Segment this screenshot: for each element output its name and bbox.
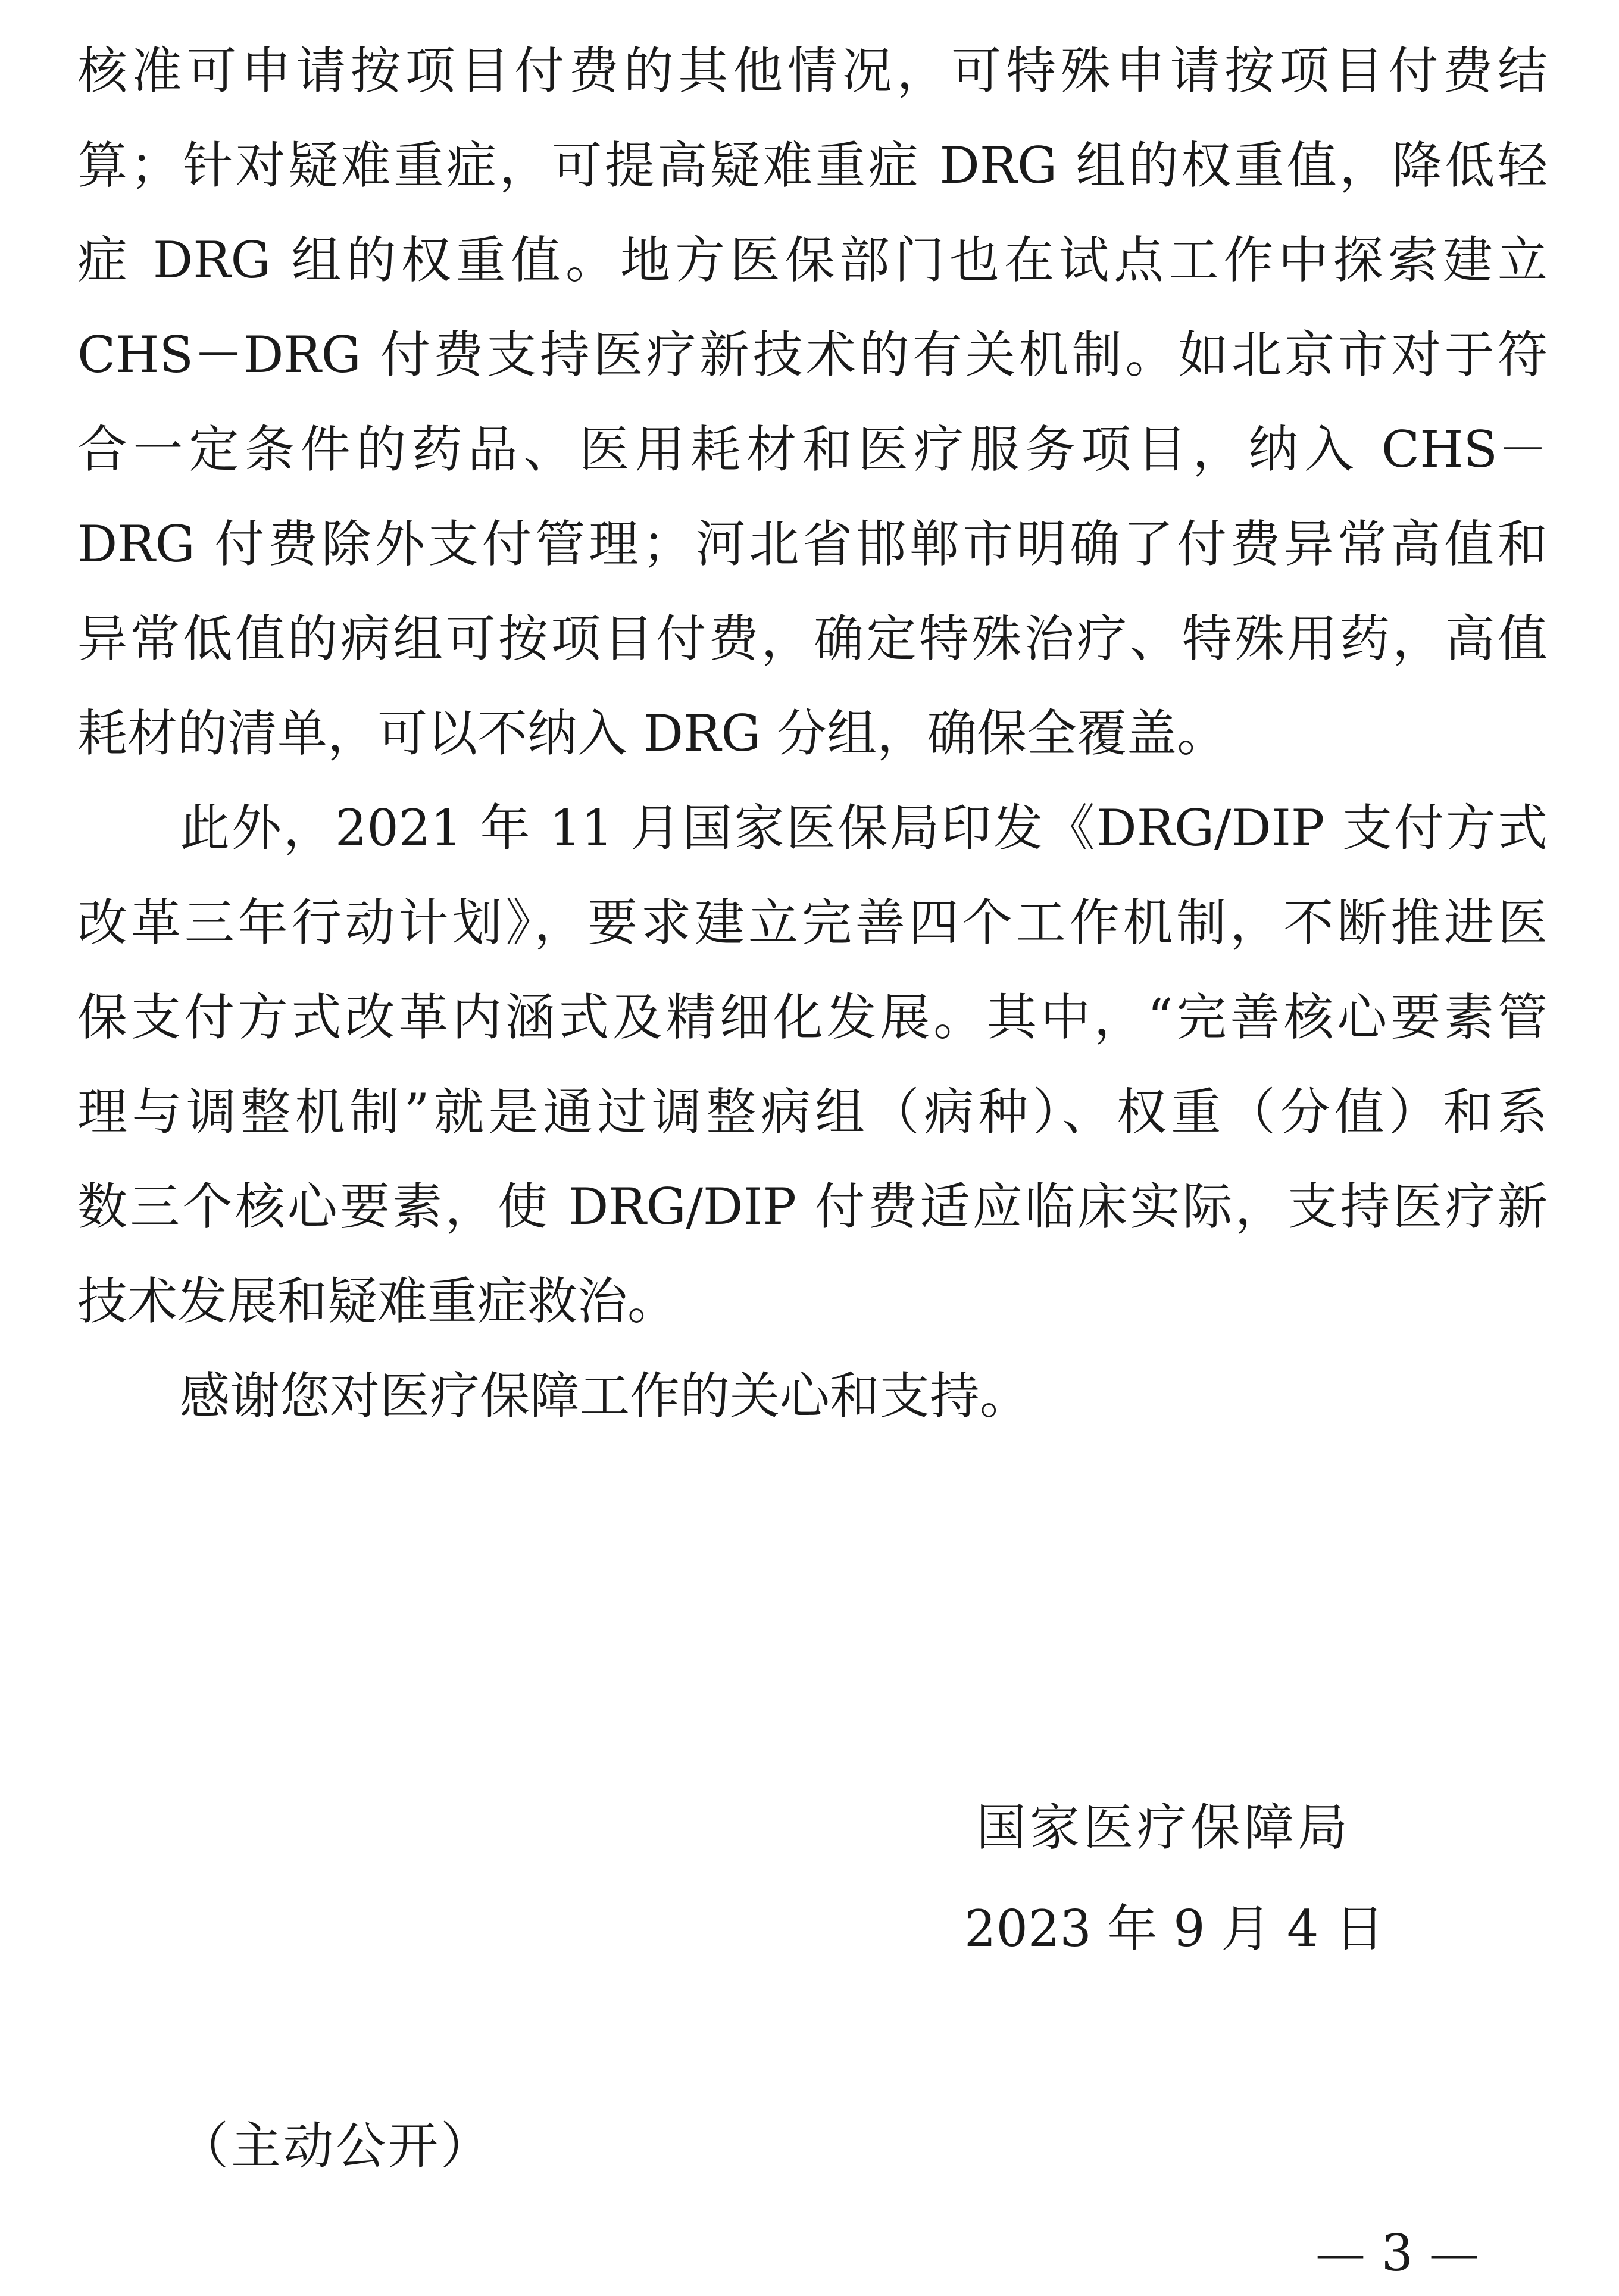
paragraph-1-line: CHS－DRG 付费支持医疗新技术的有关机制。如北京市对于符 [77, 326, 1548, 384]
paragraph-2-line: 理与调整机制”就是通过调整病组（病种）、权重（分值）和系 [77, 1083, 1548, 1141]
disclosure-note: （主动公开） [179, 2117, 493, 2175]
paragraph-2-line: 技术发展和疑难重症救治。 [77, 1272, 678, 1330]
paragraph-2-line: 此外，2021 年 11 月国家医保局印发《DRG/DIP 支付方式 [180, 799, 1548, 857]
page-number: — 3 — [1315, 2224, 1479, 2282]
paragraph-2-line: 数三个核心要素，使 DRG/DIP 付费适应临床实际，支持医疗新 [77, 1177, 1548, 1236]
issuer-signature: 国家医疗保障局 [976, 1798, 1352, 1857]
paragraph-2-line: 改革三年行动计划》，要求建立完善四个工作机制，不断推进医 [77, 894, 1548, 952]
letter-body [77, 24, 1548, 1444]
closing-line: 感谢您对医疗保障工作的关心和支持。 [180, 1367, 1030, 1425]
paragraph-1-line: DRG 付费除外支付管理；河北省邯郸市明确了付费异常高值和 [77, 515, 1548, 573]
paragraph-1-line: 核准可申请按项目付费的其他情况，可特殊申请按项目付费结 [77, 42, 1548, 100]
issue-date: 2023 年 9 月 4 日 [964, 1900, 1385, 1958]
paragraph-2-line: 保支付方式改革内涵式及精细化发展。其中，“完善核心要素管 [77, 988, 1548, 1047]
paragraph-1-line: 异常低值的病组可按项目付费，确定特殊治疗、特殊用药，高值 [77, 610, 1548, 668]
paragraph-1-line: 合一定条件的药品、医用耗材和医疗服务项目，纳入 CHS－ [77, 420, 1548, 479]
paragraph-1-line: 算；针对疑难重症，可提高疑难重症 DRG 组的权重值，降低轻 [77, 136, 1548, 195]
paragraph-1-line: 耗材的清单，可以不纳入 DRG 分组，确保全覆盖。 [77, 704, 1227, 763]
paragraph-1-line: 症 DRG 组的权重值。地方医保部门也在试点工作中探索建立 [77, 231, 1548, 289]
